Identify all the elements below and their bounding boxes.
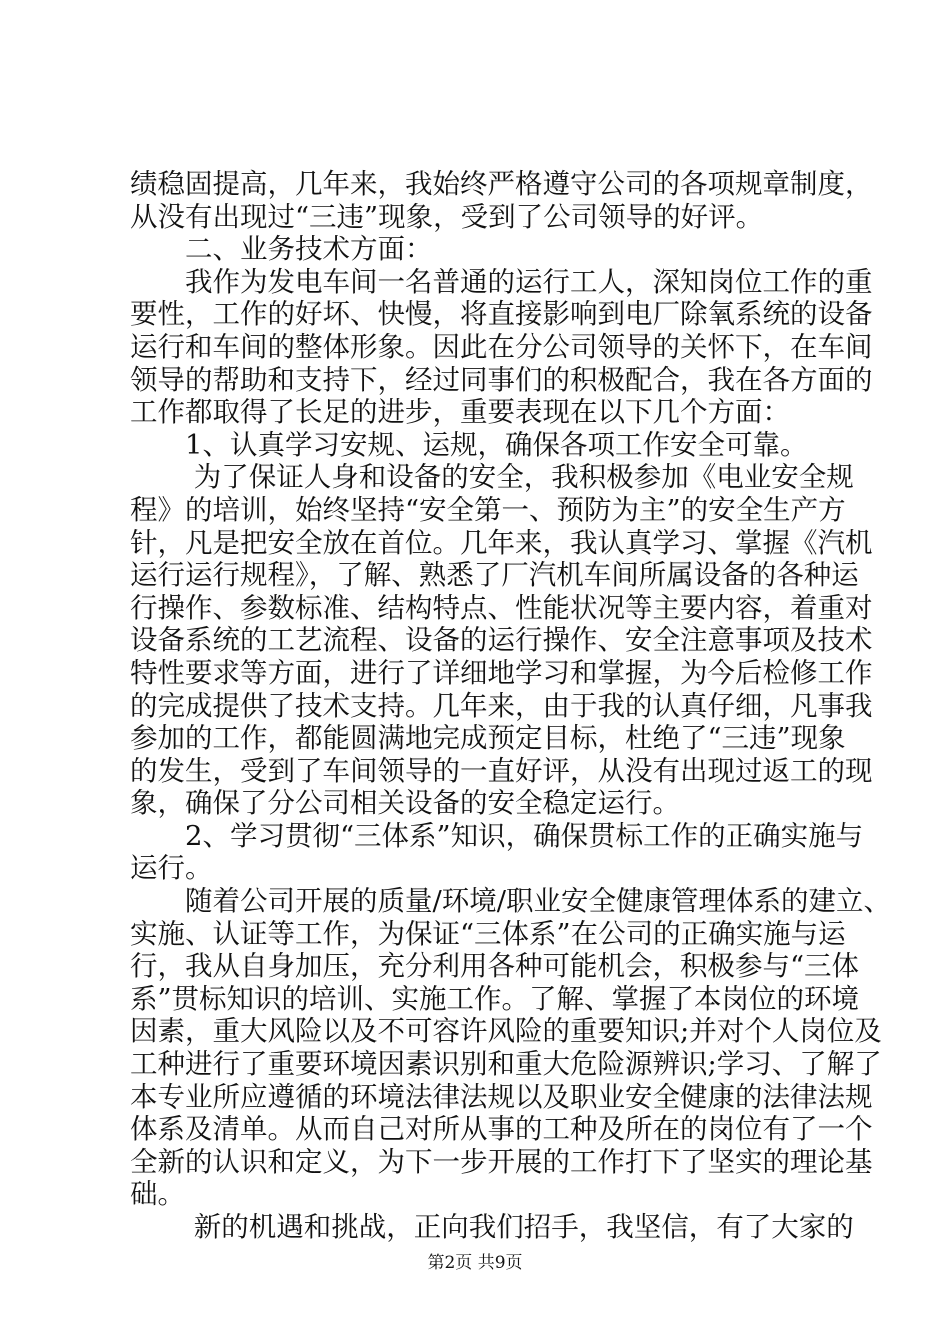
text-line: 要性，工作的好坏、快慢，将直接影响到电厂除氧系统的设备 — [130, 298, 873, 331]
text-line: 系”贯标知识的培训、实施工作。了解、掌握了本岗位的环境 — [130, 982, 860, 1015]
text-line: 针，凡是把安全放在首位。几年来，我认真学习、掌握《汽机 — [130, 526, 873, 559]
subsection-heading: 1、认真学习安规、运规，确保各项工作安全可靠。 — [130, 428, 808, 461]
text-line: 绩稳固提高，几年来，我始终严格遵守公司的各项规章制度， — [130, 168, 873, 200]
text-line: 领导的帮助和支持下，经过同事们的积极配合，我在各方面的 — [130, 363, 873, 396]
text-line: 新的机遇和挑战，正向我们招手，我坚信，有了大家的 — [130, 1211, 854, 1243]
text-line: 运行和车间的整体形象。因此在分公司领导的关怀下，在车间 — [130, 330, 873, 363]
text-line: 的发生，受到了车间领导的一直好评，从没有出现过返工的现 — [130, 754, 873, 787]
text-line: 行，我从自身加压，充分利用各种可能机会，积极参与“三体 — [130, 950, 860, 983]
subsection-heading: 2、学习贯彻“三体系”知识，确保贯标工作的正确实施与 — [130, 819, 864, 852]
text-line: 我作为发电车间一名普通的运行工人，深知岗位工作的重 — [130, 265, 873, 298]
text-line: 从没有出现过“三违”现象，受到了公司领导的好评。 — [130, 200, 764, 233]
page-number-footer: 第2页 共9页 — [427, 1253, 523, 1273]
text-line: 象，确保了分公司相关设备的安全稳定运行。 — [130, 787, 680, 820]
text-line: 工种进行了重要环境因素识别和重大危险源辨识;学习、了解了 — [130, 1048, 882, 1081]
text-line: 工作都取得了长足的进步，重要表现在以下几个方面： — [130, 396, 790, 429]
text-line: 特性要求等方面，进行了详细地学习和掌握，为今后检修工作 — [130, 656, 873, 689]
text-line: 运行。 — [130, 852, 213, 885]
text-line: 设备系统的工艺流程、设备的运行操作、安全注意事项及技术 — [130, 624, 873, 657]
text-line: 参加的工作，都能圆满地完成预定目标，杜绝了“三违”现象 — [130, 722, 846, 755]
text-line: 因素，重大风险以及不可容许风险的重要知识;并对个人岗位及 — [130, 1015, 882, 1048]
text-line: 实施、认证等工作，为保证“三体系”在公司的正确实施与运 — [130, 917, 846, 950]
text-line: 程》的培训，始终坚持“安全第一、预防为主”的安全生产方 — [130, 493, 846, 526]
text-line: 随着公司开展的质量/环境/职业安全健康管理体系的建立、 — [130, 885, 892, 918]
text-line: 运行运行规程》，了解、熟悉了厂汽机车间所属设备的各种运 — [130, 559, 859, 592]
text-line: 体系及清单。从而自己对所从事的工种及所在的岗位有了一个 — [130, 1113, 873, 1146]
text-line: 础。 — [130, 1178, 185, 1211]
text-line: 本专业所应遵循的环境法律法规以及职业安全健康的法律法规 — [130, 1080, 873, 1113]
text-line: 全新的认识和定义，为下一步开展的工作打下了坚实的理论基 — [130, 1145, 873, 1178]
text-line: 行操作、参数标准、结构特点、性能状况等主要内容，着重对 — [130, 591, 873, 624]
text-line: 的完成提供了技术支持。几年来，由于我的认真仔细，凡事我 — [130, 689, 873, 722]
section-heading: 二、业务技术方面： — [130, 233, 433, 266]
text-line: 为了保证人身和设备的安全，我积极参加《电业安全规 — [130, 461, 854, 494]
body-text — [130, 168, 892, 1244]
